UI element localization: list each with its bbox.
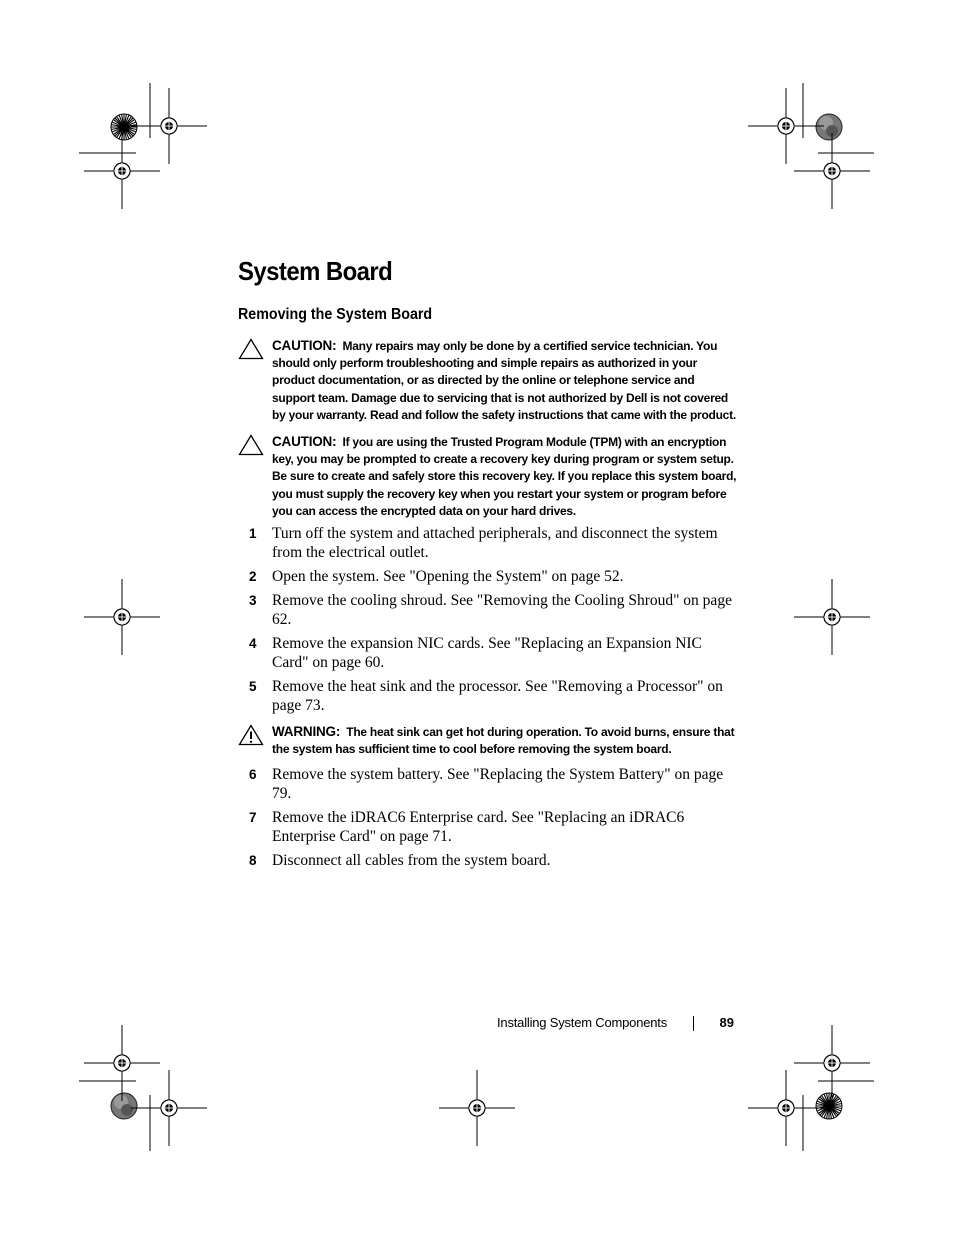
caution-text: Many repairs may only be done by a certified service technician. You should only perform troubleshooting and simple repairs as authorized in your product documentation, or as directed by the online or telephone service and support team. Damage due to servicing that is not authorized by Dell is not covered by your warranty. Read and follow the safety instructions that came with the product. — [272, 339, 736, 422]
list-item — [238, 765, 738, 803]
caution-triangle-icon — [238, 338, 264, 360]
steps-list-part2 — [238, 765, 738, 870]
caution-text: If you are using the Trusted Program Module (TPM) with an encryption key, you may be prompted to create a recovery key during program or system setup. Be sure to create and safely store this recovery key. If you replace this system board, you must supply the recovery key when you restart your system or program before you can access the encrypted data on your hard drives. — [272, 435, 737, 518]
step-number: 2 — [249, 569, 257, 585]
step-text: Remove the expansion NIC cards. See "Replacing an Expansion NIC Card" on page 60. — [272, 635, 702, 672]
step-number: 6 — [249, 767, 257, 783]
step-number: 8 — [249, 853, 257, 869]
caution-notice-1 — [238, 337, 738, 424]
caution-notice-2 — [238, 433, 738, 520]
warning-notice — [238, 723, 738, 758]
step-number: 3 — [249, 593, 257, 609]
step-number: 5 — [249, 679, 257, 695]
step-text: Remove the system battery. See "Replacing the System Battery" on page 79. — [272, 766, 724, 803]
step-number: 4 — [249, 636, 257, 652]
step-text: Turn off the system and attached peripherals, and disconnect the system from the electrical outlet. — [272, 525, 718, 562]
footer-section-title: Installing System Components — [497, 1015, 667, 1030]
caution-label: CAUTION: — [272, 434, 337, 450]
list-item — [238, 524, 738, 562]
page-number: 89 — [719, 1015, 734, 1030]
step-text: Disconnect all cables from the system board. — [272, 852, 551, 870]
warning-text: The heat sink can get hot during operation. To avoid burns, ensure that the system has sufficient time to cool before removing the system board. — [272, 725, 735, 757]
step-number: 1 — [249, 526, 257, 542]
warning-label: WARNING: — [272, 724, 341, 740]
footer-divider — [693, 1016, 694, 1031]
page-title: System Board — [238, 256, 393, 286]
list-item — [238, 851, 738, 870]
step-text: Remove the cooling shroud. See "Removing the Cooling Shroud" on page 62. — [272, 592, 732, 629]
list-item — [238, 677, 738, 715]
caution-label: CAUTION: — [272, 338, 337, 353]
section-heading: Removing the System Board — [238, 306, 433, 323]
list-item — [238, 634, 738, 672]
step-number: 7 — [249, 810, 257, 826]
page-content — [238, 255, 738, 875]
step-text: Open the system. See "Opening the System" on page 52. — [272, 568, 624, 586]
list-item — [238, 808, 738, 846]
step-text: Remove the iDRAC6 Enterprise card. See "Replacing an iDRAC6 Enterprise Card" on page 71. — [272, 809, 685, 846]
warning-triangle-icon — [238, 724, 264, 746]
caution-triangle-icon — [238, 434, 264, 456]
list-item — [238, 567, 738, 586]
step-text: Remove the heat sink and the processor. See "Removing a Processor" on page 73. — [272, 678, 723, 715]
list-item — [238, 591, 738, 629]
steps-list-part1 — [238, 524, 738, 715]
page-footer — [480, 1015, 734, 1035]
